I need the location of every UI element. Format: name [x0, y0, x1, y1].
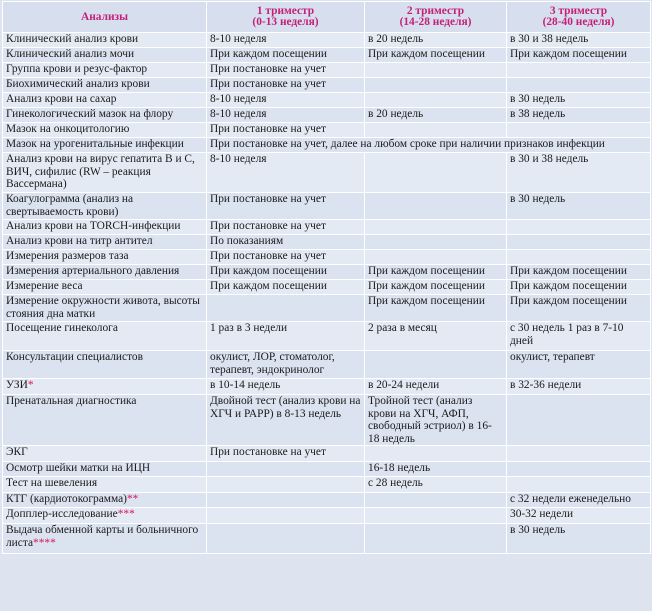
table-row: [3, 446, 651, 462]
table-row: [3, 108, 651, 123]
header-trimester-1-weeks: (0-13 неделя): [252, 16, 319, 28]
row-label-text: Мазок на урогенитальные инфекции: [6, 138, 184, 150]
footnote-marker: **: [126, 493, 139, 505]
table-row: [3, 220, 651, 235]
row-label-text: Посещение гинеколога: [6, 322, 118, 334]
table-row: [3, 33, 651, 48]
row-label: [3, 322, 207, 351]
row-label: [3, 280, 207, 295]
row-label-text: Группа крови и резус-фактор: [6, 63, 148, 75]
cell-trimester-2: в 20-24 недели: [365, 379, 507, 395]
table-row: [3, 265, 651, 280]
header-trimester-3-weeks: (28-40 неделя): [542, 16, 615, 28]
cell-trimester-2: При каждом посещении: [365, 295, 507, 322]
cell-trimester-2: 16-18 недель: [365, 462, 507, 477]
table-row: [3, 250, 651, 265]
row-label: [3, 33, 207, 48]
cell-trimester-1: При постановке на учет: [207, 220, 365, 235]
table-row: [3, 93, 651, 108]
row-label-text: Тест на шевеления: [6, 477, 98, 489]
cell-trimester-3: При каждом посещении: [507, 280, 651, 295]
table-row: [3, 295, 651, 322]
header-row: [3, 2, 651, 33]
cell-trimester-1: При постановке на учет: [207, 78, 365, 93]
row-label-text: Гинекологический мазок на флору: [6, 108, 174, 120]
row-label: [3, 508, 207, 524]
header-trimester-2: [365, 2, 507, 33]
row-label-text: Выдача обменной карты и больничного листа: [6, 524, 199, 549]
row-label: [3, 265, 207, 280]
row-label: [3, 48, 207, 63]
row-label: [3, 462, 207, 477]
cell-trimester-2: [365, 493, 507, 508]
cell-trimester-3: окулист, терапевт: [507, 351, 651, 379]
header-trimester-1: [207, 2, 365, 33]
row-label-text: Анализ крови на титр антител: [6, 235, 153, 247]
cell-trimester-3: При каждом посещении: [507, 295, 651, 322]
header-trimester-3: [507, 2, 651, 33]
cell-trimester-2: в 20 недель: [365, 33, 507, 48]
cell-trimester-2: [365, 446, 507, 462]
row-label-text: Анализ крови на TORCH-инфекции: [6, 220, 181, 232]
cell-trimester-2: [365, 153, 507, 193]
cell-trimester-2: При каждом посещении: [365, 280, 507, 295]
row-label-text: Анализ крови на сахар: [6, 93, 117, 105]
cell-trimester-3: При каждом посещении: [507, 265, 651, 280]
cell-trimester-3: [507, 63, 651, 78]
row-label: [3, 93, 207, 108]
row-label-text: Клинический анализ мочи: [6, 48, 135, 60]
cell-trimester-3: [507, 123, 651, 138]
table-row: [3, 123, 651, 138]
table-row: [3, 462, 651, 477]
cell-trimester-1: [207, 493, 365, 508]
row-label-text: КТГ (кардиотокограмма): [6, 493, 127, 505]
cell-trimester-1: При постановке на учет: [207, 63, 365, 78]
row-label-text: Пренатальная диагностика: [6, 395, 137, 407]
cell-trimester-1: окулист, ЛОР, стоматолог, терапевт, эндокринолог: [207, 351, 365, 379]
cell-trimester-1: [207, 524, 365, 554]
row-label-text: Измерения артериального давления: [6, 265, 180, 277]
cell-trimester-3: 30-32 недели: [507, 508, 651, 524]
cell-trimester-1: При постановке на учет: [207, 446, 365, 462]
cell-trimester-2: [365, 93, 507, 108]
cell-trimester-3: в 30 недель: [507, 93, 651, 108]
row-label: [3, 379, 207, 395]
header-tests: Анализы: [3, 2, 207, 33]
cell-trimester-2: [365, 524, 507, 554]
row-label-text: Консультации специалистов: [6, 351, 143, 363]
footnote-marker: *: [27, 379, 34, 391]
row-label: [3, 524, 207, 554]
row-label-text: Биохимический анализ крови: [6, 78, 150, 90]
cell-trimester-1: Двойной тест (анализ крови на ХГЧ и РАРР) в 8-13 недель: [207, 395, 365, 446]
row-label: [3, 138, 207, 153]
cell-trimester-2: [365, 78, 507, 93]
cell-trimester-3: [507, 477, 651, 493]
row-label-text: Коагулограмма (анализ на свертываемость крови): [6, 193, 134, 218]
cell-trimester-1: [207, 462, 365, 477]
cell-trimester-2: в 20 недель: [365, 108, 507, 123]
row-label-text: ЭКГ: [6, 446, 28, 458]
cell-trimester-3: в 32-36 недели: [507, 379, 651, 395]
row-label: [3, 235, 207, 250]
row-label: [3, 493, 207, 508]
row-label-text: Осмотр шейки матки на ИЦН: [6, 462, 151, 474]
row-label-text: Клинический анализ крови: [6, 33, 139, 45]
row-label: [3, 295, 207, 322]
cell-trimester-3: в 30 недель: [507, 193, 651, 220]
header-trimester-2-title: 2 триместр: [406, 5, 465, 17]
table-row: [3, 63, 651, 78]
row-label-text: Измерение окружности живота, высоты стояния дна матки: [6, 295, 200, 320]
row-label-text: Измерения размеров таза: [6, 250, 129, 262]
cell-trimester-1: При каждом посещении: [207, 48, 365, 63]
cell-trimester-3: в 30 и 38 недель: [507, 33, 651, 48]
row-label-text: Измерение веса: [6, 280, 83, 292]
cell-trimester-3: При каждом посещении: [507, 48, 651, 63]
cell-trimester-3: в 30 и 38 недель: [507, 153, 651, 193]
cell-trimester-3: в 38 недель: [507, 108, 651, 123]
cell-trimester-1: По показаниям: [207, 235, 365, 250]
table-header: [3, 2, 651, 33]
cell-trimester-1: При каждом посещении: [207, 265, 365, 280]
cell-trimester-2: [365, 63, 507, 78]
row-label: [3, 123, 207, 138]
row-label: [3, 477, 207, 493]
cell-trimester-2: [365, 508, 507, 524]
table-row: [3, 493, 651, 508]
cell-trimester-3: [507, 462, 651, 477]
header-trimester-2-weeks: (14-28 неделя): [399, 16, 472, 28]
table-body: [3, 33, 651, 554]
cell-trimester-3: [507, 78, 651, 93]
table-row: [3, 379, 651, 395]
table-row: [3, 48, 651, 63]
cell-trimester-1: [207, 477, 365, 493]
table-row: [3, 153, 651, 193]
cell-trimester-2: 2 раза в месяц: [365, 322, 507, 351]
pregnancy-tests-table: [2, 1, 651, 554]
cell-trimester-2: При каждом посещении: [365, 265, 507, 280]
cell-trimester-2: [365, 123, 507, 138]
cell-trimester-3: [507, 220, 651, 235]
cell-trimester-2: При каждом посещении: [365, 48, 507, 63]
row-label-text: УЗИ: [6, 379, 28, 391]
table-row: [3, 235, 651, 250]
row-label-text: Мазок на онкоцитологию: [6, 123, 130, 135]
table-row: [3, 477, 651, 493]
cell-trimester-1: в 10-14 недель: [207, 379, 365, 395]
cell-trimester-3: в 30 недель: [507, 524, 651, 554]
cell-trimester-3: [507, 235, 651, 250]
cell-trimester-2: [365, 235, 507, 250]
table-row: [3, 138, 651, 153]
cell-all-trimesters: При постановке на учет, далее на любом сроке при наличии признаков инфекции: [207, 138, 651, 153]
cell-trimester-2: с 28 недель: [365, 477, 507, 493]
row-label: [3, 153, 207, 193]
cell-trimester-1: 8-10 неделя: [207, 93, 365, 108]
cell-trimester-1: При постановке на учет: [207, 123, 365, 138]
cell-trimester-2: [365, 250, 507, 265]
cell-trimester-1: 8-10 неделя: [207, 153, 365, 193]
footnote-marker: ****: [33, 536, 56, 549]
cell-trimester-3: [507, 446, 651, 462]
table-row: [3, 395, 651, 446]
row-label: [3, 446, 207, 462]
cell-trimester-2: [365, 220, 507, 235]
table-row: [3, 508, 651, 524]
cell-trimester-2: [365, 193, 507, 220]
cell-trimester-3: [507, 395, 651, 446]
cell-trimester-1: [207, 295, 365, 322]
table-row: [3, 524, 651, 554]
row-label-text: Допплер-исследование: [6, 508, 118, 520]
row-label: [3, 351, 207, 379]
cell-trimester-2: [365, 351, 507, 379]
cell-trimester-1: При постановке на учет: [207, 250, 365, 265]
row-label: [3, 395, 207, 446]
row-label: [3, 63, 207, 78]
cell-trimester-3: с 32 недели еженедельно: [507, 493, 651, 508]
table-row: [3, 322, 651, 351]
row-label: [3, 220, 207, 235]
cell-trimester-3: с 30 недель 1 раз в 7-10 дней: [507, 322, 651, 351]
cell-trimester-1: При постановке на учет: [207, 193, 365, 220]
cell-trimester-3: [507, 250, 651, 265]
table-row: [3, 280, 651, 295]
row-label: [3, 78, 207, 93]
row-label: [3, 193, 207, 220]
cell-trimester-1: [207, 508, 365, 524]
header-trimester-3-title: 3 триместр: [549, 5, 608, 17]
table-row: [3, 351, 651, 379]
cell-trimester-2: Тройной тест (анализ крови на ХГЧ, АФП, свободный эстриол) в 16-18 недель: [365, 395, 507, 446]
footnote-marker: ***: [117, 508, 135, 520]
row-label-text: Анализ крови на вирус гепатита В и С, ВИЧ, сифилис (RW – реакция Вассермана): [6, 153, 195, 190]
cell-trimester-1: 8-10 неделя: [207, 33, 365, 48]
cell-trimester-1: При каждом посещении: [207, 280, 365, 295]
table-row: [3, 78, 651, 93]
cell-trimester-1: 8-10 неделя: [207, 108, 365, 123]
row-label: [3, 250, 207, 265]
header-trimester-1-title: 1 триместр: [256, 5, 315, 17]
table-row: [3, 193, 651, 220]
cell-trimester-1: 1 раз в 3 недели: [207, 322, 365, 351]
row-label: [3, 108, 207, 123]
